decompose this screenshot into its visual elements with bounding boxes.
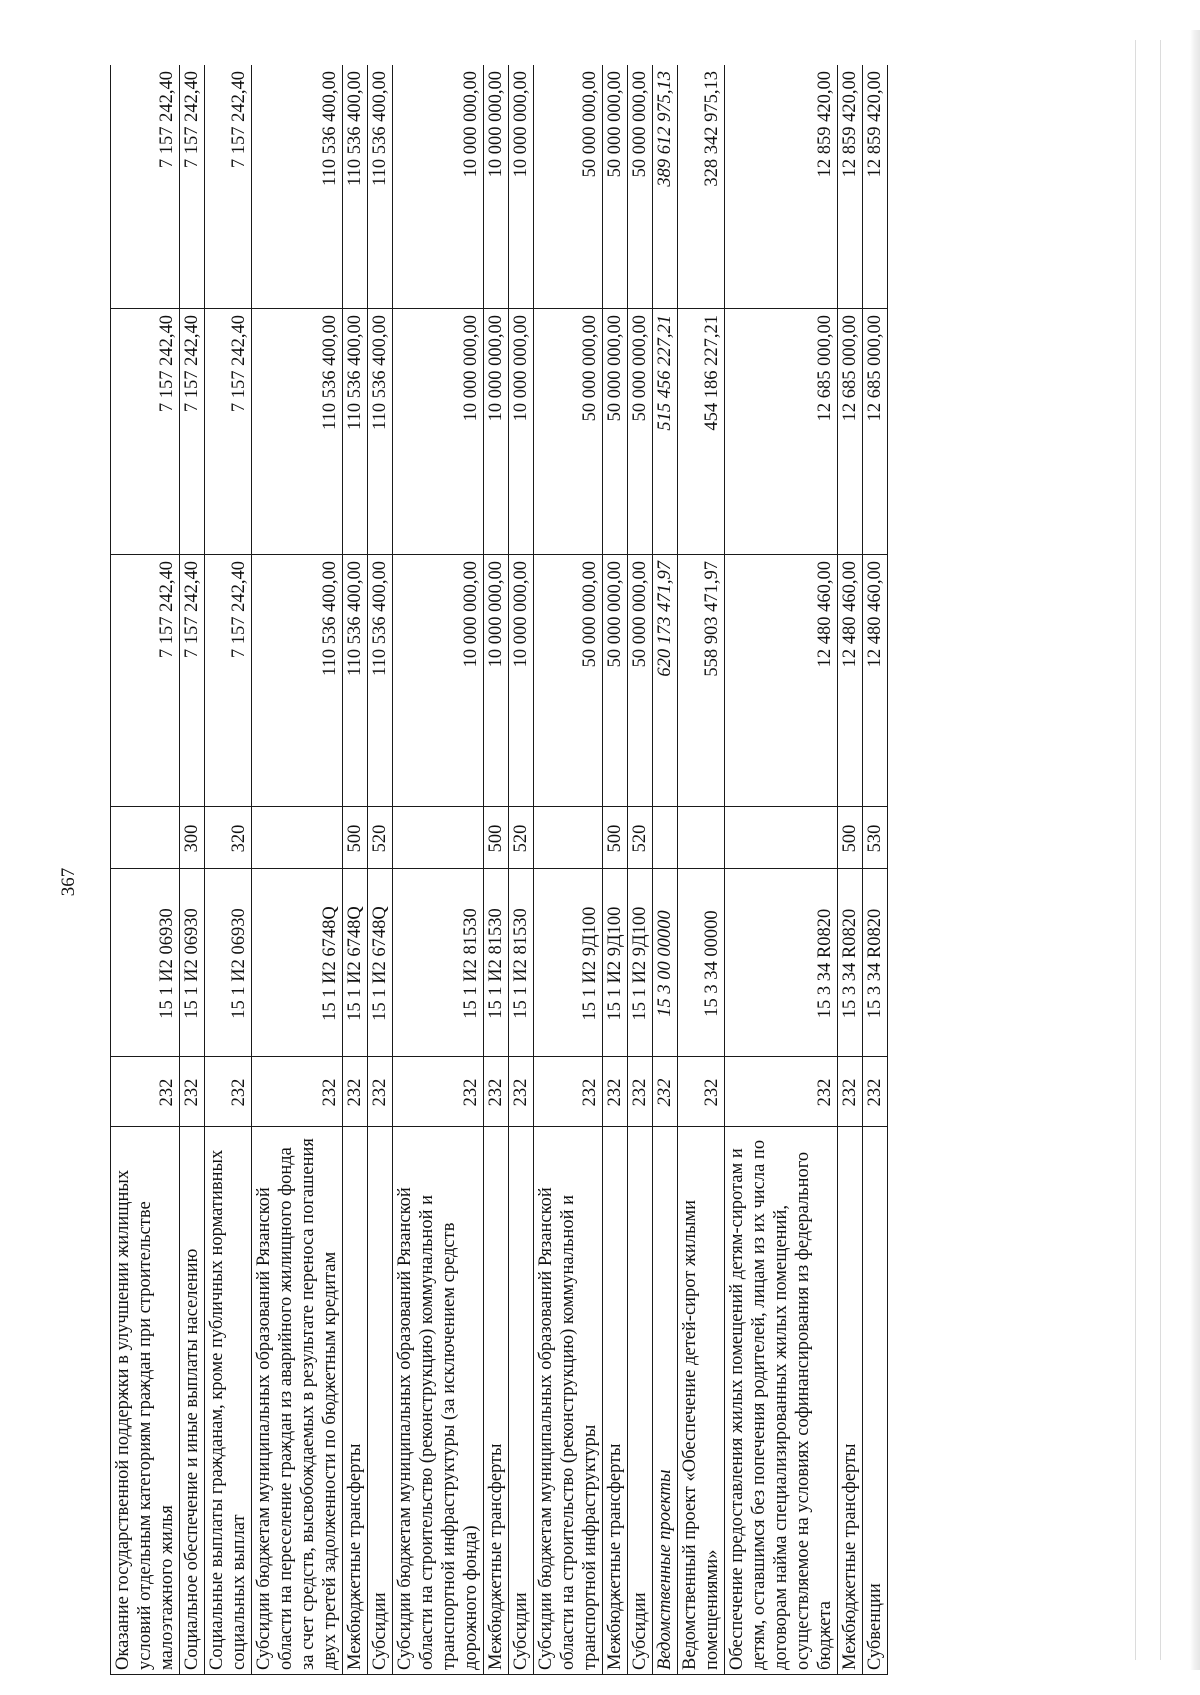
table-row xyxy=(111,65,180,1675)
row-name: Обеспечение предоставления жилых помещений детям-сиротам и детям, оставшимся без попечения родителей, лицам из их числа по договорам найма специализированных жилых помещений, осуществляемое на условиях софинансирования из федерального бюджета xyxy=(725,1127,838,1675)
amount-year-1: 110 536 400,00 xyxy=(252,555,343,807)
amount-year-3: 7 157 242,40 xyxy=(180,65,205,309)
amount-year-1: 110 536 400,00 xyxy=(368,555,393,807)
amount-year-2: 110 536 400,00 xyxy=(343,309,368,555)
target-code: 15 1 И2 06930 xyxy=(180,869,205,1057)
ministry-code: 232 xyxy=(205,1057,252,1127)
expense-type-code: 520 xyxy=(368,807,393,869)
amount-year-3: 328 342 975,13 xyxy=(678,65,725,309)
expense-type-code: 300 xyxy=(180,807,205,869)
row-name: Субсидии бюджетам муниципальных образований Рязанской области на переселение граждан из аварийного жилищного фонда за счет средств, высвобождаемых в результате переноса погашения двух третей задолженности по бюджетным кредитам xyxy=(252,1127,343,1675)
amount-year-3: 10 000 000,00 xyxy=(484,65,509,309)
budget-table-rotated xyxy=(110,65,1110,1675)
ministry-code: 232 xyxy=(343,1057,368,1127)
amount-year-3: 110 536 400,00 xyxy=(343,65,368,309)
row-name: Субсидии xyxy=(368,1127,393,1675)
amount-year-3: 12 859 420,00 xyxy=(838,65,863,309)
expense-type-code xyxy=(252,807,343,869)
table-row xyxy=(725,65,838,1675)
amount-year-2: 12 685 000,00 xyxy=(725,309,838,555)
target-code: 15 3 34 00000 xyxy=(678,869,725,1057)
table-row xyxy=(628,65,653,1675)
ministry-code: 232 xyxy=(393,1057,484,1127)
target-code: 15 1 И2 81530 xyxy=(509,869,534,1057)
table-row xyxy=(484,65,509,1675)
target-code: 15 1 И2 9Д100 xyxy=(534,869,603,1057)
amount-year-2: 7 157 242,40 xyxy=(180,309,205,555)
amount-year-2: 515 456 227,21 xyxy=(653,309,678,555)
row-name: Социальные выплаты гражданам, кроме публичных нормативных социальных выплат xyxy=(205,1127,252,1675)
row-name: Ведомственные проекты xyxy=(653,1127,678,1675)
target-code: 15 1 И2 9Д100 xyxy=(603,869,628,1057)
expense-type-code: 500 xyxy=(603,807,628,869)
amount-year-2: 50 000 000,00 xyxy=(534,309,603,555)
amount-year-2: 10 000 000,00 xyxy=(393,309,484,555)
scan-artifact-line xyxy=(1135,40,1136,1660)
amount-year-2: 10 000 000,00 xyxy=(509,309,534,555)
amount-year-3: 110 536 400,00 xyxy=(252,65,343,309)
expense-type-code: 520 xyxy=(628,807,653,869)
row-name: Субсидии xyxy=(628,1127,653,1675)
amount-year-3: 50 000 000,00 xyxy=(603,65,628,309)
table-row xyxy=(678,65,725,1675)
ministry-code: 232 xyxy=(838,1057,863,1127)
target-code: 15 1 И2 06930 xyxy=(205,869,252,1057)
amount-year-2: 50 000 000,00 xyxy=(628,309,653,555)
amount-year-3: 12 859 420,00 xyxy=(863,65,888,309)
target-code: 15 1 И2 6748Q xyxy=(343,869,368,1057)
table-row xyxy=(653,65,678,1675)
expense-type-code xyxy=(111,807,180,869)
amount-year-2: 110 536 400,00 xyxy=(368,309,393,555)
amount-year-1: 7 157 242,40 xyxy=(205,555,252,807)
row-name: Социальное обеспечение и иные выплаты населению xyxy=(180,1127,205,1675)
expense-type-code: 530 xyxy=(863,807,888,869)
amount-year-1: 7 157 242,40 xyxy=(111,555,180,807)
amount-year-1: 10 000 000,00 xyxy=(509,555,534,807)
table-row xyxy=(509,65,534,1675)
amount-year-1: 50 000 000,00 xyxy=(628,555,653,807)
row-name: Межбюджетные трансферты xyxy=(343,1127,368,1675)
ministry-code: 232 xyxy=(534,1057,603,1127)
amount-year-2: 50 000 000,00 xyxy=(603,309,628,555)
row-name: Ведомственный проект «Обеспечение детей-сирот жилыми помещениями» xyxy=(678,1127,725,1675)
table-row xyxy=(368,65,393,1675)
amount-year-1: 50 000 000,00 xyxy=(603,555,628,807)
amount-year-1: 50 000 000,00 xyxy=(534,555,603,807)
ministry-code: 232 xyxy=(484,1057,509,1127)
table-row xyxy=(534,65,603,1675)
amount-year-2: 7 157 242,40 xyxy=(205,309,252,555)
row-name: Межбюджетные трансферты xyxy=(603,1127,628,1675)
table-row xyxy=(838,65,863,1675)
amount-year-3: 50 000 000,00 xyxy=(628,65,653,309)
row-name: Субвенции xyxy=(863,1127,888,1675)
row-name: Субсидии xyxy=(509,1127,534,1675)
ministry-code: 232 xyxy=(863,1057,888,1127)
target-code: 15 3 34 R0820 xyxy=(725,869,838,1057)
ministry-code: 232 xyxy=(111,1057,180,1127)
table-row xyxy=(603,65,628,1675)
row-name: Субсидии бюджетам муниципальных образований Рязанской области на строительство (реконструкцию) коммунальной и транспортной инфраструктуры xyxy=(534,1127,603,1675)
ministry-code: 232 xyxy=(628,1057,653,1127)
expense-type-code: 500 xyxy=(484,807,509,869)
row-name: Оказание государственной поддержки в улучшении жилищных условий отдельным категориям граждан при строительстве малоэтажного жилья xyxy=(111,1127,180,1675)
target-code: 15 1 И2 81530 xyxy=(484,869,509,1057)
table-row xyxy=(343,65,368,1675)
ministry-code: 232 xyxy=(180,1057,205,1127)
expense-type-code: 500 xyxy=(343,807,368,869)
expense-type-code xyxy=(393,807,484,869)
target-code: 15 1 И2 06930 xyxy=(111,869,180,1057)
scan-artifact-edge xyxy=(1190,30,1200,1670)
target-code: 15 1 И2 81530 xyxy=(393,869,484,1057)
target-code: 15 3 34 R0820 xyxy=(838,869,863,1057)
table-row xyxy=(863,65,888,1675)
amount-year-1: 7 157 242,40 xyxy=(180,555,205,807)
amount-year-2: 10 000 000,00 xyxy=(484,309,509,555)
expense-type-code xyxy=(678,807,725,869)
target-code: 15 3 34 R0820 xyxy=(863,869,888,1057)
amount-year-2: 12 685 000,00 xyxy=(863,309,888,555)
amount-year-2: 454 186 227,21 xyxy=(678,309,725,555)
table-row xyxy=(180,65,205,1675)
ministry-code: 232 xyxy=(252,1057,343,1127)
amount-year-1: 12 480 460,00 xyxy=(838,555,863,807)
target-code: 15 3 00 00000 xyxy=(653,869,678,1057)
amount-year-1: 558 903 471,97 xyxy=(678,555,725,807)
amount-year-1: 110 536 400,00 xyxy=(343,555,368,807)
amount-year-2: 7 157 242,40 xyxy=(111,309,180,555)
budget-table-frame xyxy=(110,65,1110,1675)
expense-type-code xyxy=(653,807,678,869)
ministry-code: 232 xyxy=(368,1057,393,1127)
table-row xyxy=(252,65,343,1675)
amount-year-2: 110 536 400,00 xyxy=(252,309,343,555)
amount-year-3: 10 000 000,00 xyxy=(509,65,534,309)
expense-type-code: 520 xyxy=(509,807,534,869)
amount-year-3: 7 157 242,40 xyxy=(205,65,252,309)
target-code: 15 1 И2 9Д100 xyxy=(628,869,653,1057)
ministry-code: 232 xyxy=(678,1057,725,1127)
ministry-code: 232 xyxy=(653,1057,678,1127)
amount-year-3: 12 859 420,00 xyxy=(725,65,838,309)
amount-year-3: 7 157 242,40 xyxy=(111,65,180,309)
expense-type-code: 500 xyxy=(838,807,863,869)
target-code: 15 1 И2 6748Q xyxy=(252,869,343,1057)
amount-year-3: 50 000 000,00 xyxy=(534,65,603,309)
page-number: 367 xyxy=(58,867,79,897)
amount-year-1: 12 480 460,00 xyxy=(725,555,838,807)
table-row xyxy=(205,65,252,1675)
row-name: Межбюджетные трансферты xyxy=(484,1127,509,1675)
amount-year-3: 10 000 000,00 xyxy=(393,65,484,309)
amount-year-1: 620 173 471,97 xyxy=(653,555,678,807)
amount-year-1: 12 480 460,00 xyxy=(863,555,888,807)
scan-artifact-line xyxy=(1160,40,1161,1660)
expense-type-code xyxy=(534,807,603,869)
expense-type-code: 320 xyxy=(205,807,252,869)
row-name: Межбюджетные трансферты xyxy=(838,1127,863,1675)
amount-year-1: 10 000 000,00 xyxy=(484,555,509,807)
table-row xyxy=(393,65,484,1675)
ministry-code: 232 xyxy=(725,1057,838,1127)
ministry-code: 232 xyxy=(509,1057,534,1127)
amount-year-3: 389 612 975,13 xyxy=(653,65,678,309)
ministry-code: 232 xyxy=(603,1057,628,1127)
amount-year-2: 12 685 000,00 xyxy=(838,309,863,555)
budget-table xyxy=(110,65,888,1675)
amount-year-1: 10 000 000,00 xyxy=(393,555,484,807)
row-name: Субсидии бюджетам муниципальных образований Рязанской области на строительство (реконструкцию) коммунальной и транспортной инфраструктуры (за исключением средств дорожного фонда) xyxy=(393,1127,484,1675)
expense-type-code xyxy=(725,807,838,869)
amount-year-3: 110 536 400,00 xyxy=(368,65,393,309)
target-code: 15 1 И2 6748Q xyxy=(368,869,393,1057)
